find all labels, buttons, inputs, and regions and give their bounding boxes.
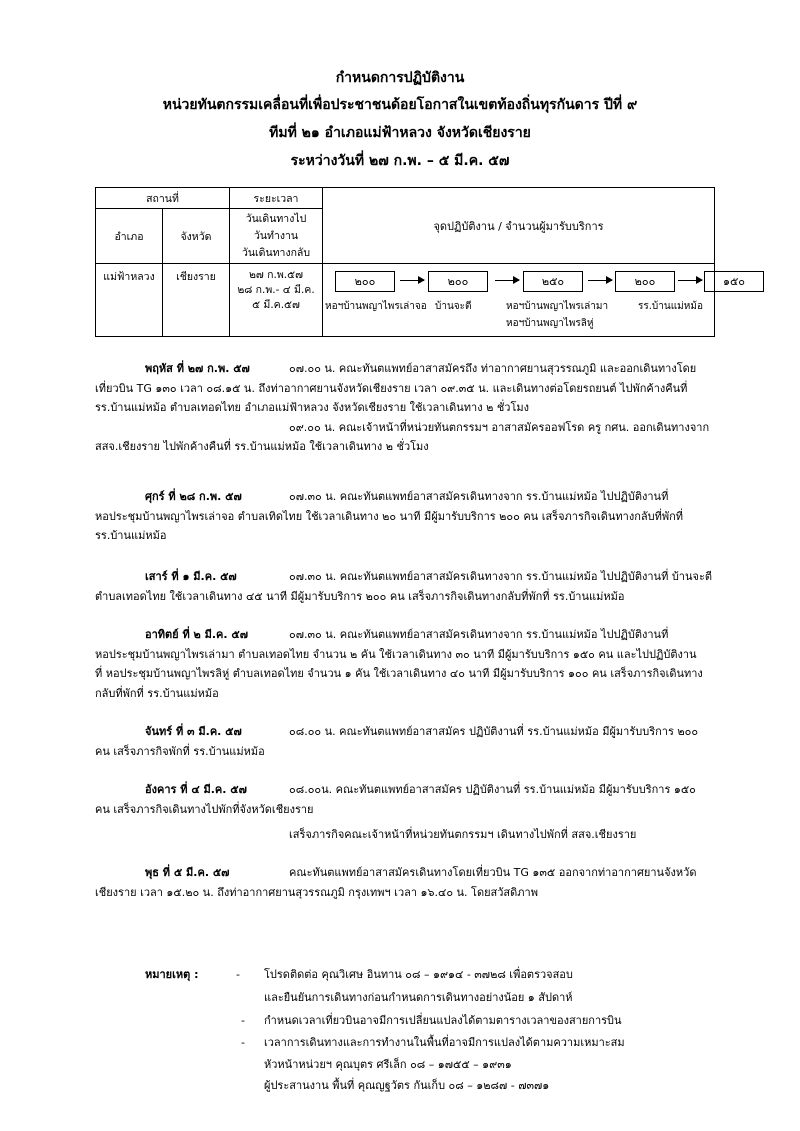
district-cell: แม่ฟ้าหลวง (96, 264, 163, 337)
place-label: รร.บ้านแม่หม้อ (638, 301, 703, 312)
arrow-right-icon (588, 280, 612, 281)
day-date: อาทิตย์ ที่ ๒ มี.ค. ๕๗ (145, 628, 249, 641)
day-entry: เสาร์ ที่ ๑ มี.ค. ๕๗ ๐๗.๓๐ น. คณะทันตแพทย์อาสาสมัครเดินทางจาก รร.บ้านแม่หม้อ ไปปฏิบัติงานที่ บ้านจะตี ตำบลเทอดไทย ใช้เวลาเดินทาง ๔๕ นาที มีผู้มารับบริการ ๒๐๐ คน เสร็จภารกิจเดินทางกลับที่พักที่ รร.บ้านแม่หม้อ (95, 567, 745, 606)
contact-coordinator: ผู้ประสานงาน พื้นที่ คุณญฐวัตร กันเก็บ ๐๘ – ๑๒๘๗ - ๗๓๗๑ (264, 1079, 550, 1092)
day-date: พฤหัส ที่ ๒๗ ก.พ. ๕๗ (145, 362, 250, 375)
place-label: หอฯบ้านพญาไพรเล่าจอ (325, 301, 427, 312)
day-entry: ศุกร์ ที่ ๒๘ ก.พ. ๕๗ ๐๗.๓๐ น. คณะทันตแพทย์อาสาสมัครเดินทางจาก รร.บ้านแม่หม้อ ไปปฏิบัติงานที่ หอประชุมบ้านพญาไพรเล่าจอ ตำบลเทิดไทย ใช้เวลาเดินทาง ๒๐ นาที มีผู้มารับบริการ ๒๐๐ คน เสร็จภารกิจเดินทางกลับที่พักที่ รร.บ้านแม่หม้อ (95, 487, 745, 546)
header-location: สถานที่ (96, 188, 230, 209)
service-count-box: ๑๕๐ (704, 271, 764, 292)
day-date: พุธ ที่ ๕ มี.ค. ๕๗ (145, 866, 230, 879)
place-label: บ้านจะตี (435, 301, 472, 312)
header-district: อำเภอ (96, 209, 163, 264)
note-text: โปรดติดต่อ คุณวิเศษ อินทาน ๐๘ – ๑๙๑๔ - ๓๗๒๘ เพื่อตรวจสอบ (264, 968, 573, 981)
service-count-box: ๒๕๐ (523, 271, 583, 292)
day-entry: จันทร์ ที่ ๓ มี.ค. ๕๗ ๐๘.๐๐ น. คณะทันตแพทย์อาสาสมัคร ปฏิบัติงานที่ รร.บ้านแม่หม้อ มีผู้มารับบริการ ๒๐๐ คน เสร็จภารกิจพักที่ รร.บ้านแม่หม้อ (95, 722, 745, 761)
arrow-right-icon (495, 280, 519, 281)
doc-subtitle: หน่วยทันตกรรมเคลื่อนที่เพื่อประชาชนด้อยโอกาสในเขตท้องถิ่นทุรกันดาร ปีที่ ๙ (162, 97, 638, 113)
day-entry: พฤหัส ที่ ๒๗ ก.พ. ๕๗ ๐๗.๐๐ น. คณะทันตแพทย์อาสาสมัครถึง ท่าอากาศยานสุวรรณภูมิ และออกเดินทางโดย เที่ยวบิน TG ๑๓๐ เวลา ๐๘.๑๕ น. ถึงท่าอากาศยานจังหวัดเชียงราย เวลา ๐๙.๓๕ น. และเดินทางต่อโดยรถยนต์ ไปพักค้างคืนที่ รร.บ้านแม่หม้อ ตำบลเทอดไทย อำเภอแม่ฟ้าหลวง จังหวัดเชียงราย ใช้เวลาเดินทาง ๒ ชั่วโมง ๐๙.๐๐ น. คณะเจ้าหน้าที่หน่วยทันตกรรมฯ อาสาสมัครออฟโรด ครู กศน. ออกเดินทางจาก สสจ.เชียงราย ไปพักค้างคืนที่ รร.บ้านแม่หม้อ ใช้เวลาเดินทาง ๒ ชั่วโมง (95, 359, 745, 457)
place-label: หอฯบ้านพญาไพรลิหู่ (506, 318, 594, 329)
header-service: จุดปฏิบัติงาน / จำนวนผู้มารับบริการ (323, 188, 715, 264)
team-line: ทีมที่ ๒๑ อำเภอแม่ฟ้าหลวง จังหวัดเชียงราย (269, 125, 531, 141)
doc-title: กำหนดการปฏิบัติงาน (335, 70, 465, 86)
day-entry: อาทิตย์ ที่ ๒ มี.ค. ๕๗ ๐๗.๓๐ น. คณะทันตแพทย์อาสาสมัครเดินทางจาก รร.บ้านแม่หม้อ ไปปฏิบัติงานที่ หอประชุมบ้านพญาไพรเล่ามา ตำบลเทอดไทย จำนวน ๒ คัน ใช้เวลาเดินทาง ๓๐ นาที มีผู้มารับบริการ ๑๕๐ คน และไปปฏิบัติงาน ที่ หอประชุมบ้านพญาไพรลิหู่ ตำบลเทอดไทย จำนวน ๑ คัน ใช้เวลาเดินทาง ๔๐ นาที มีผู้มารับบริการ ๑๐๐ คน เสร็จภารกิจเดินทาง กลับที่พักที่ รร.บ้านแม่หม้อ (95, 625, 745, 703)
day-date: อังคาร ที่ ๔ มี.ค. ๕๗ (145, 783, 247, 796)
note-bullet: - (241, 1014, 245, 1027)
service-count-box: ๒๐๐ (615, 271, 675, 292)
day-date: เสาร์ ที่ ๑ มี.ค. ๕๗ (145, 570, 237, 583)
schedule-table (95, 187, 746, 337)
note-text: เวลาการเดินทางและการทำงานในพื้นที่อาจมีการแปลงได้ตามความเหมาะสม (264, 1036, 625, 1049)
note-text: และยืนยันการเดินทางก่อนกำหนดการเดินทางอย่างน้อย ๑ สัปดาห์ (264, 991, 573, 1004)
contact-head: หัวหน้าหน่วยฯ คุณบุตร ศรีเล็ก ๐๘ – ๑๗๕๕ – ๑๙๓๑ (264, 1058, 512, 1071)
note-text: กำหนดเวลาเที่ยวบินอาจมีการเปลี่ยนแปลงได้ตามตารางเวลาของสายการบิน (264, 1014, 622, 1027)
notes-label: หมายเหตุ : (145, 968, 199, 981)
dates-cell: ๒๗ ก.พ.๕๗ ๒๘ ก.พ.- ๔ มี.ค. ๕ มี.ค.๕๗ (230, 264, 323, 337)
note-bullet: - (241, 1036, 245, 1049)
note-bullet: - (236, 968, 240, 981)
arrow-right-icon (400, 280, 424, 281)
header-period: ระยะเวลา (230, 188, 323, 209)
service-count-box: ๒๐๐ (335, 271, 395, 292)
province-cell: เชียงราย (163, 264, 230, 337)
day-entry: อังคาร ที่ ๔ มี.ค. ๕๗ ๐๘.๐๐น. คณะทันตแพทย์อาสาสมัคร ปฏิบัติงานที่ รร.บ้านแม่หม้อ มีผู้มารับบริการ ๑๕๐ คน เสร็จภารกิจเดินทางไปพักที่จังหวัดเชียงราย เสร็จภารกิจคณะเจ้าหน้าที่หน่วยทันตกรรมฯ เดินทางไปพักที่ สสจ.เชียงราย (95, 780, 745, 845)
service-count-box: ๒๐๐ (428, 271, 488, 292)
arrow-right-icon (678, 280, 702, 281)
header-province: จังหวัด (163, 209, 230, 264)
day-date: ศุกร์ ที่ ๒๘ ก.พ. ๕๗ (145, 490, 242, 503)
place-label: หอฯบ้านพญาไพรเล่ามา (506, 301, 609, 312)
service-flow (323, 264, 746, 337)
date-range-line: ระหว่างวันที่ ๒๗ ก.พ. – ๕ มี.ค. ๕๗ (290, 153, 510, 169)
day-date: จันทร์ ที่ ๓ มี.ค. ๕๗ (145, 725, 242, 738)
header-dates: วันเดินทางไป วันทำงาน วันเดินทางกลับ (230, 209, 323, 264)
day-entry: พุธ ที่ ๕ มี.ค. ๕๗ คณะทันตแพทย์อาสาสมัครเดินทางโดยเที่ยวบิน TG ๑๓๕ ออกจากท่าอากาศยานจังหวัด เชียงราย เวลา ๑๕.๒๐ น. ถึงท่าอากาศยานสุวรรณภูมิ กรุงเทพฯ เวลา ๑๖.๔๐ น. โดยสวัสดิภาพ (95, 863, 745, 902)
